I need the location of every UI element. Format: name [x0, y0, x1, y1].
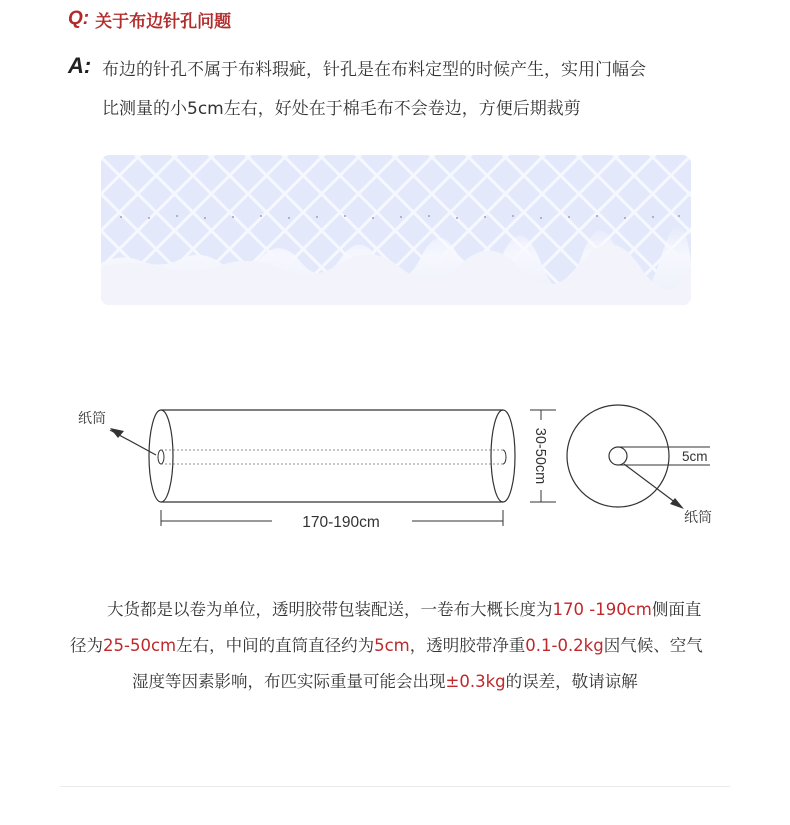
question-heading	[68, 6, 231, 32]
answer-line-2: 比测量的小5cm左右，好处在于棉毛布不会卷边，方便后期裁剪	[102, 99, 581, 119]
tape-weight-highlight: 0.1-0.2kg	[525, 636, 604, 655]
left-tube-callout	[78, 410, 156, 455]
diameter-highlight: 25-50cm	[103, 636, 177, 655]
fabric-roll-diagram	[0, 380, 790, 544]
core-diameter-label: 5cm	[682, 449, 708, 464]
diameter-label: 30-50cm	[532, 427, 548, 485]
diameter-dimension	[530, 410, 556, 502]
description-line-3: 湿度等因素影响，布匹实际重量可能会出现±0.3kg的误差，敬请谅解	[132, 672, 638, 691]
description-line-1: 大货都是以卷为单位，透明胶带包装配送，一卷布大概长度为170 -190cm侧面直	[107, 600, 702, 619]
length-highlight: 170 -190cm	[552, 600, 652, 619]
question-text: 关于布边针孔问题	[95, 11, 232, 32]
roll-side-view	[567, 405, 712, 525]
length-label: 170-190cm	[302, 514, 380, 531]
weight-error-highlight: ±0.3kg	[445, 672, 506, 691]
length-dimension	[161, 510, 503, 531]
answer-line-1: 布边的针孔不属于布料瑕疵，针孔是在布料定型的时候产生，实用门幅会	[102, 60, 646, 80]
left-tube-label: 纸筒	[78, 410, 106, 426]
right-tube-label: 纸筒	[684, 509, 712, 525]
description-line-2: 径为25-50cm左右，中间的直筒直径约为5cm，透明胶带净重0.1-0.2kg因气候、空气	[70, 636, 703, 655]
core-highlight: 5cm	[374, 636, 410, 655]
roll-cylinder	[149, 410, 515, 502]
answer-marker: A:	[68, 53, 92, 78]
footer-divider	[60, 786, 730, 787]
fabric-edge-photo	[101, 155, 691, 305]
question-marker: Q:	[68, 8, 90, 29]
